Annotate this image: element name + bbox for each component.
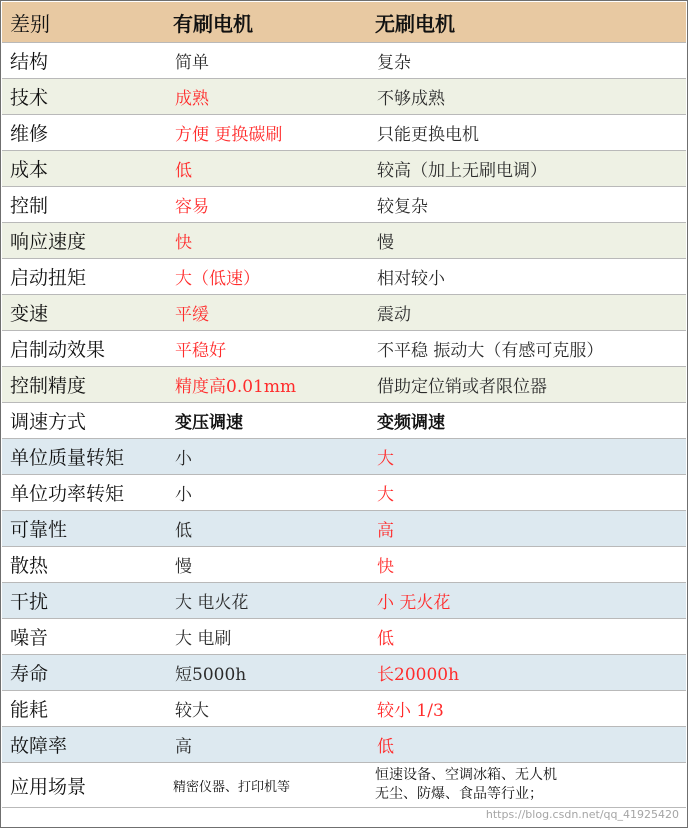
brushed-value: 精密仪器、打印机等	[165, 763, 367, 808]
row-label: 单位功率转矩	[2, 475, 165, 511]
row-label: 结构	[2, 43, 165, 79]
brushed-value: 高	[165, 727, 367, 763]
row-label: 成本	[2, 151, 165, 187]
row-label: 启动扭矩	[2, 259, 165, 295]
table-row	[2, 223, 686, 259]
row-label: 能耗	[2, 691, 165, 727]
table-row	[2, 187, 686, 223]
brushless-value	[367, 763, 686, 808]
row-label: 响应速度	[2, 223, 165, 259]
row-label: 干扰	[2, 583, 165, 619]
brushless-value: 不够成熟	[367, 79, 686, 115]
table-row	[2, 43, 686, 79]
row-label: 噪音	[2, 619, 165, 655]
brushless-value: 慢	[367, 223, 686, 259]
brushed-value: 大（低速）	[165, 259, 367, 295]
brushed-value: 小	[165, 439, 367, 475]
table-row	[2, 691, 686, 727]
brushless-value-line: 恒速设备、空调冰箱、无人机	[375, 767, 557, 783]
row-label: 控制	[2, 187, 165, 223]
row-label: 技术	[2, 79, 165, 115]
brushless-value: 相对较小	[367, 259, 686, 295]
brushless-value: 低	[367, 619, 686, 655]
table-row	[2, 583, 686, 619]
watermark: https://blog.csdn.net/qq_41925420	[485, 808, 679, 821]
brushless-value: 低	[367, 727, 686, 763]
table-row	[2, 259, 686, 295]
table-row	[2, 727, 686, 763]
brushless-value: 大	[367, 439, 686, 475]
brushed-value: 精度高0.01mm	[165, 367, 367, 403]
row-label: 单位质量转矩	[2, 439, 165, 475]
brushed-value: 慢	[165, 547, 367, 583]
table-row	[2, 475, 686, 511]
table-row	[2, 547, 686, 583]
brushless-value: 震动	[367, 295, 686, 331]
brushed-value: 大 电火花	[165, 583, 367, 619]
table-row	[2, 151, 686, 187]
table-header-row	[2, 2, 686, 43]
brushless-value: 只能更换电机	[367, 115, 686, 151]
row-label: 控制精度	[2, 367, 165, 403]
brushless-value: 大	[367, 475, 686, 511]
table-row	[2, 367, 686, 403]
row-label: 寿命	[2, 655, 165, 691]
table-row	[2, 763, 686, 808]
table-row	[2, 79, 686, 115]
row-label: 维修	[2, 115, 165, 151]
brushed-value: 成熟	[165, 79, 367, 115]
brushless-value: 借助定位销或者限位器	[367, 367, 686, 403]
brushed-value: 容易	[165, 187, 367, 223]
brushless-value: 高	[367, 511, 686, 547]
brushed-value: 方便 更换碳刷	[165, 115, 367, 151]
row-label: 启制动效果	[2, 331, 165, 367]
table-row	[2, 439, 686, 475]
table-row	[2, 655, 686, 691]
brushless-value: 小 无火花	[367, 583, 686, 619]
header-brushless-motor: 无刷电机	[367, 2, 686, 43]
brushless-value: 快	[367, 547, 686, 583]
row-label: 调速方式	[2, 403, 165, 439]
table-row	[2, 403, 686, 439]
brushless-value: 较小 1/3	[367, 691, 686, 727]
header-brushed-motor: 有刷电机	[165, 2, 367, 43]
table-row	[2, 295, 686, 331]
brushed-value: 短5000h	[165, 655, 367, 691]
row-label: 故障率	[2, 727, 165, 763]
brushless-value-line: 无尘、防爆、食品等行业；	[375, 786, 543, 802]
comparison-table	[2, 2, 686, 808]
brushed-value: 平缓	[165, 295, 367, 331]
table-row	[2, 331, 686, 367]
brushless-value: 不平稳 振动大（有感可克服）	[367, 331, 686, 367]
table-row	[2, 619, 686, 655]
brushed-value: 平稳好	[165, 331, 367, 367]
header-difference: 差别	[2, 2, 165, 43]
brushed-value: 小	[165, 475, 367, 511]
brushless-value: 长20000h	[367, 655, 686, 691]
brushless-value: 较复杂	[367, 187, 686, 223]
brushed-value: 快	[165, 223, 367, 259]
brushless-value: 较高（加上无刷电调）	[367, 151, 686, 187]
row-label: 应用场景	[2, 763, 165, 808]
row-label: 可靠性	[2, 511, 165, 547]
brushless-value: 复杂	[367, 43, 686, 79]
brushed-value: 低	[165, 151, 367, 187]
row-label: 散热	[2, 547, 165, 583]
brushless-value: 变频调速	[367, 403, 686, 439]
brushed-value: 大 电刷	[165, 619, 367, 655]
brushed-value: 低	[165, 511, 367, 547]
brushed-value: 较大	[165, 691, 367, 727]
table-row	[2, 511, 686, 547]
table-row	[2, 115, 686, 151]
brushed-value: 变压调速	[165, 403, 367, 439]
row-label: 变速	[2, 295, 165, 331]
brushed-value: 简单	[165, 43, 367, 79]
